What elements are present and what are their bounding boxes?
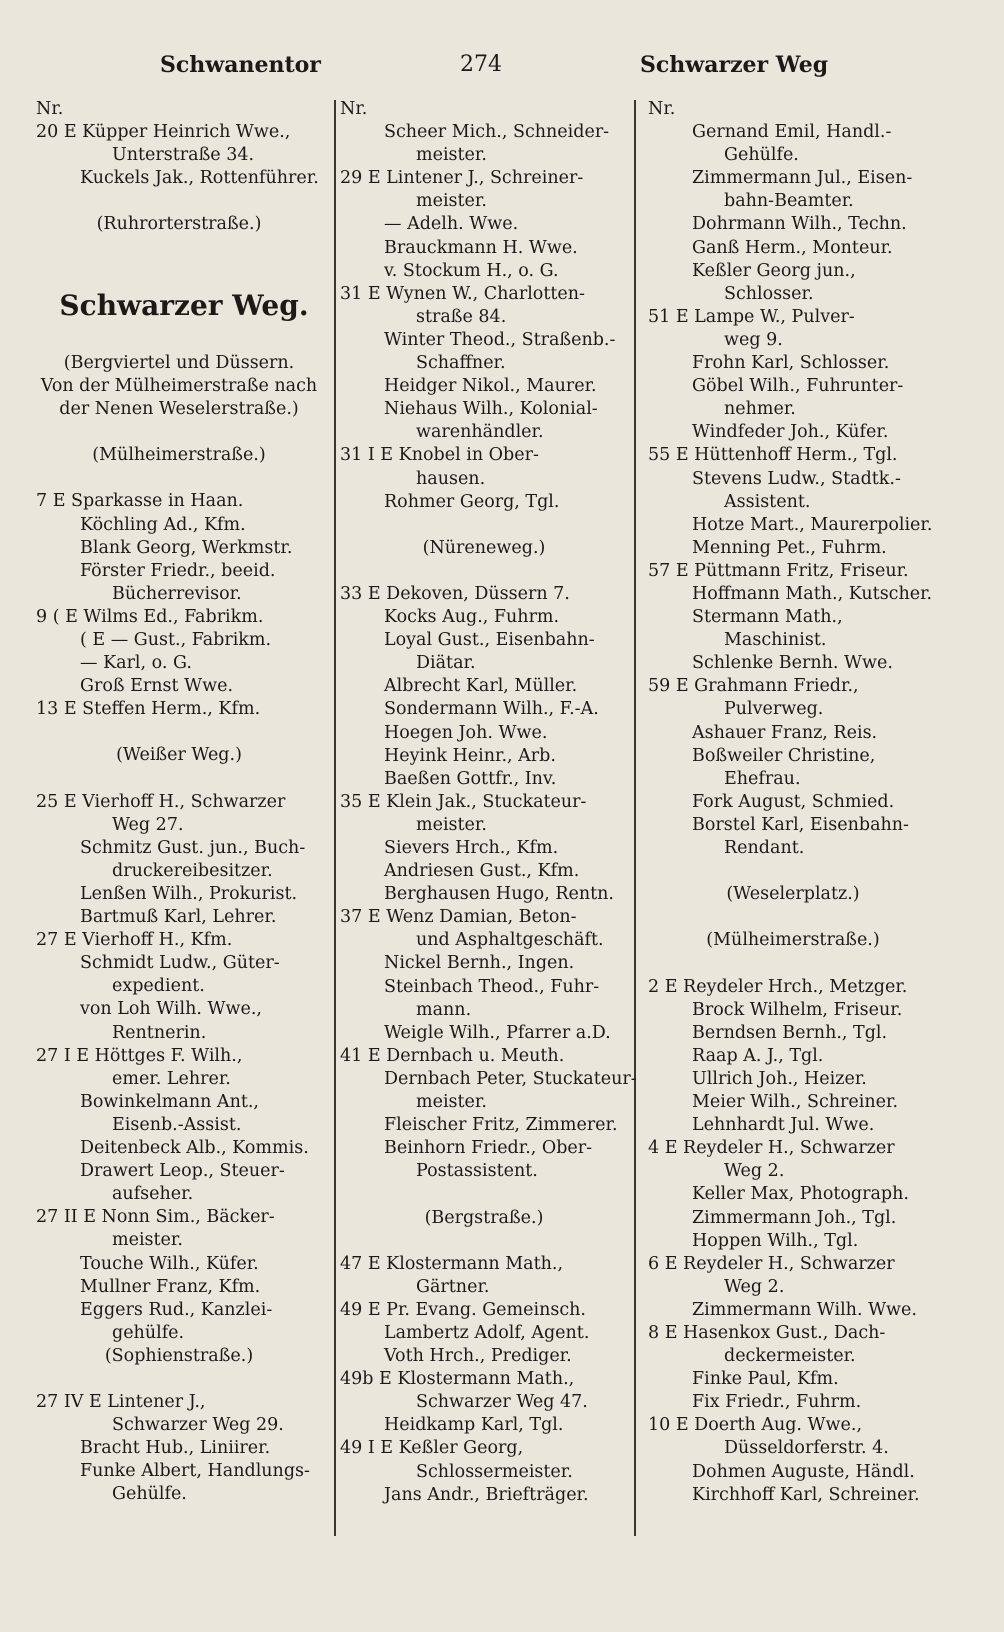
entry-line: Zimmermann Jul., Eisen-: [692, 168, 913, 189]
spacer: [340, 514, 638, 537]
entry-line: Keller Max, Photograph.: [692, 1184, 909, 1205]
entry-line: Düsseldorferstr. 4.: [724, 1438, 889, 1459]
section-heading: (Ruhrorterstraße.): [96, 214, 262, 235]
entry-line: Ullrich Joh., Heizer.: [692, 1068, 867, 1089]
entry-line: Bowinkelmann Ant.,: [80, 1091, 259, 1112]
entry-line: Lambertz Adolf, Agent.: [384, 1322, 590, 1343]
spacer: [36, 467, 332, 490]
entry-line: Winter Theod., Straßenb.-: [384, 329, 616, 350]
entry-line: weg 9.: [724, 329, 783, 350]
entry-line: Bücherrevisor.: [112, 583, 242, 604]
spacer: [36, 190, 332, 213]
entry-line: Weg 27.: [112, 814, 184, 835]
entry-line: Heidger Nikol., Maurer.: [384, 376, 597, 397]
entry-line: straße 84.: [416, 306, 507, 327]
spacer: [648, 952, 948, 975]
entry-line: Meier Wilh., Schreiner.: [692, 1092, 899, 1113]
entry-line: expedient.: [112, 976, 205, 997]
entry-line: Beinhorn Friedr., Ober-: [384, 1138, 593, 1159]
entry-line: Sievers Hrch., Kfm.: [384, 838, 559, 858]
entry-line: Schwarzer Weg 29.: [112, 1415, 284, 1436]
entry-line: meister.: [416, 191, 487, 212]
entry-line: Blank Georg, Werkmstr.: [80, 537, 293, 558]
entry-line: Gehülfe.: [112, 1484, 187, 1505]
page-header: [0, 52, 1004, 86]
spacer: [648, 906, 948, 929]
entry-line: meister.: [416, 145, 487, 166]
entry-line: Kocks Aug., Fuhrm.: [384, 607, 560, 628]
entry-line: Touche Wilh., Küfer.: [80, 1253, 259, 1274]
entry-line: 51 E Lampe W., Pulver-: [648, 306, 855, 327]
spacer: [36, 329, 332, 352]
entry-line: 27 II E Nonn Sim., Bäcker-: [36, 1207, 275, 1228]
entry-line: 20 E Küpper Heinrich Wwe.,: [36, 122, 291, 143]
section-heading: (Nüreneweg.): [422, 537, 546, 558]
entry-line: Brauckmann H. Wwe.: [384, 237, 578, 258]
entry-line: Drawert Leop., Steuer-: [80, 1161, 285, 1182]
entry-line: hausen.: [416, 468, 486, 489]
entry-line: 8 E Hasenkox Gust., Dach-: [648, 1322, 886, 1343]
entry-line: druckereibesitzer.: [112, 860, 273, 881]
entry-line: 49 I E Keßler Georg,: [340, 1438, 524, 1459]
entry-line: Rendant.: [724, 838, 805, 858]
section-heading: (Bergviertel und Düssern.: [63, 352, 295, 373]
entry-line: Loyal Gust., Eisenbahn-: [384, 630, 595, 651]
entry-line: Stevens Ludw., Stadtk.-: [692, 468, 901, 489]
entry-line: aufseher.: [112, 1184, 194, 1205]
entry-line: Pulverweg.: [724, 699, 824, 720]
entry-line: Nr.: [648, 99, 676, 119]
entry-line: Frohn Karl, Schlosser.: [692, 353, 890, 374]
entry-line: Hoegen Joh. Wwe.: [384, 722, 548, 743]
entry-line: Hotze Mart., Maurerpolier.: [692, 514, 933, 535]
entry-line: Funke Albert, Handlungs-: [80, 1461, 310, 1482]
header-left: Schwanentor: [160, 52, 321, 78]
entry-line: 49 E Pr. Evang. Gemeinsch.: [340, 1299, 586, 1320]
entry-line: 33 E Dekoven, Düssern 7.: [340, 583, 570, 604]
entry-line: Niehaus Wilh., Kolonial-: [384, 399, 598, 420]
entry-line: Borstel Karl, Eisenbahn-: [692, 814, 909, 835]
entry-line: 31 E Wynen W., Charlotten-: [340, 283, 585, 304]
entry-line: Zimmermann Joh., Tgl.: [692, 1207, 897, 1228]
entry-line: Raap A. J., Tgl.: [692, 1045, 824, 1066]
entry-line: ( E — Gust., Fabrikm.: [80, 629, 272, 650]
entry-line: Bracht Hub., Liniirer.: [80, 1438, 271, 1459]
entry-line: 29 E Lintener J., Schreiner-: [340, 168, 584, 189]
entry-line: Diätar.: [416, 653, 476, 674]
section-heading: (Bergstraße.): [424, 1207, 544, 1228]
entry-line: Dohmen Auguste, Händl.: [692, 1461, 915, 1482]
entry-line: Kirchhoff Karl, Schreiner.: [692, 1484, 920, 1505]
entry-line: 55 E Hüttenhoff Herm., Tgl.: [648, 445, 898, 466]
entry-line: und Asphaltgeschäft.: [416, 930, 604, 951]
entry-line: Weg 2.: [724, 1276, 785, 1297]
entry-line: Lenßen Wilh., Prokurist.: [80, 884, 298, 904]
entry-line: Bartmuß Karl, Lehrer.: [80, 907, 277, 928]
entry-line: Finke Paul, Kfm.: [692, 1369, 839, 1390]
entry-line: Steinbach Theod., Fuhr-: [384, 976, 600, 997]
entry-line: Andriesen Gust., Kfm.: [384, 861, 580, 882]
spacer: [340, 560, 638, 583]
entry-line: Nickel Bernh., Ingen.: [384, 953, 575, 974]
entry-line: Postassistent.: [416, 1161, 538, 1182]
page-number: 274: [460, 52, 502, 77]
entry-line: meister.: [416, 1092, 487, 1113]
entry-line: 10 E Doerth Aug. Wwe.,: [648, 1415, 863, 1436]
entry-line: Menning Pet., Fuhrm.: [692, 537, 887, 558]
entry-line: Kuckels Jak., Rottenführer.: [80, 168, 319, 189]
entry-line: Weigle Wilh., Pfarrer a.D.: [384, 1022, 611, 1043]
entry-line: Assistent.: [724, 491, 811, 512]
column-divider: [334, 100, 336, 1536]
section-heading: (Weselerplatz.): [726, 884, 860, 905]
section-heading: Schwarzer Weg.: [59, 288, 309, 322]
column-1: [36, 98, 332, 1558]
entry-line: 7 E Sparkasse in Haan.: [36, 491, 244, 512]
entry-line: Rohmer Georg, Tgl.: [384, 491, 560, 512]
entry-line: Lehnhardt Jul. Wwe.: [692, 1115, 875, 1136]
entry-line: Gehülfe.: [724, 145, 799, 166]
entry-line: 31 I E Knobel in Ober-: [340, 445, 539, 466]
entry-line: bahn-Beamter.: [724, 191, 854, 212]
section-heading: (Weißer Weg.): [116, 745, 242, 766]
entry-line: Heidkamp Karl, Tgl.: [384, 1415, 564, 1436]
entry-line: Berghausen Hugo, Rentn.: [384, 884, 614, 905]
section-heading: der Nenen Weselerstraße.): [59, 399, 299, 420]
entry-line: Schmitz Gust. jun., Buch-: [80, 837, 306, 858]
entry-line: Sondermann Wilh., F.-A.: [384, 699, 599, 720]
entry-line: Boßweiler Christine,: [692, 745, 876, 766]
section-heading: (Sophienstraße.): [104, 1345, 254, 1366]
spacer: [340, 1230, 638, 1253]
entry-line: 41 E Dernbach u. Meuth.: [340, 1045, 565, 1066]
entry-line: mann.: [416, 999, 472, 1020]
entry-line: Scheer Mich., Schneider-: [384, 122, 610, 143]
entry-line: Deitenbeck Alb., Kommis.: [80, 1138, 309, 1159]
entry-line: 59 E Grahmann Friedr.,: [648, 676, 859, 697]
entry-line: 27 IV E Lintener J.,: [36, 1392, 206, 1413]
entry-line: meister.: [112, 1230, 183, 1251]
entry-line: Weg 2.: [724, 1161, 785, 1182]
entry-line: Fleischer Fritz, Zimmerer.: [384, 1115, 618, 1136]
entry-line: 6 E Reydeler H., Schwarzer: [648, 1253, 895, 1274]
entry-line: Jans Andr., Briefträger.: [384, 1484, 589, 1505]
entry-line: Unterstraße 34.: [112, 145, 255, 166]
entry-line: Baeßen Gottfr., Inv.: [384, 768, 557, 789]
entry-line: Groß Ernst Wwe.: [80, 676, 234, 697]
entry-line: — Adelh. Wwe.: [384, 214, 519, 235]
column-2: [340, 98, 638, 1558]
entry-line: Ehefrau.: [724, 768, 801, 789]
entry-line: 25 E Vierhoff H., Schwarzer: [36, 791, 286, 812]
entry-line: Gernand Emil, Handl.-: [692, 122, 892, 143]
entry-line: Ganß Herm., Monteur.: [692, 237, 893, 258]
entry-line: Förster Friedr., beeid.: [80, 560, 276, 581]
entry-line: 49b E Klostermann Math.,: [340, 1369, 575, 1390]
entry-line: Dohrmann Wilh., Techn.: [692, 214, 907, 235]
spacer: [36, 721, 332, 744]
header-right: Schwarzer Weg: [640, 52, 829, 78]
entry-line: Göbel Wilh., Fuhrunter-: [692, 376, 904, 397]
entry-line: Mullner Franz, Kfm.: [80, 1276, 261, 1297]
column-3: [648, 98, 948, 1558]
entry-line: Schaffner.: [416, 353, 506, 374]
entry-line: Zimmermann Wilh. Wwe.: [692, 1299, 917, 1320]
entry-line: Brock Wilhelm, Friseur.: [692, 999, 903, 1020]
entry-line: Schlossermeister.: [416, 1461, 573, 1482]
entry-line: Nr.: [36, 99, 64, 119]
entry-line: gehülfe.: [112, 1322, 185, 1343]
entry-line: Schmidt Ludw., Güter-: [80, 953, 280, 974]
entry-line: Ashauer Franz, Reis.: [692, 722, 878, 743]
section-heading: Von der Mülheimerstraße nach: [40, 375, 318, 396]
entry-line: Eisenb.-Assist.: [112, 1114, 242, 1135]
entry-line: Keßler Georg jun.,: [692, 260, 856, 281]
entry-line: Fork August, Schmied.: [692, 791, 895, 812]
entry-line: von Loh Wilh. Wwe.,: [80, 999, 262, 1020]
entry-line: 37 E Wenz Damian, Beton-: [340, 907, 577, 928]
entry-line: Fix Friedr., Fuhrm.: [692, 1392, 862, 1413]
entry-line: — Karl, o. G.: [80, 653, 192, 674]
entry-line: 35 E Klein Jak., Stuckateur-: [340, 791, 587, 812]
spacer: [36, 237, 332, 283]
entry-line: deckermeister.: [724, 1346, 856, 1367]
entry-line: nehmer.: [724, 399, 796, 420]
entry-line: 13 E Steffen Herm., Kfm.: [36, 699, 261, 720]
spacer: [648, 860, 948, 883]
entry-line: emer. Lehrer.: [112, 1068, 231, 1089]
spacer: [36, 768, 332, 791]
section-heading: (Mülheimerstraße.): [706, 930, 880, 951]
entry-line: Schwarzer Weg 47.: [416, 1392, 588, 1413]
entry-line: Gärtner.: [416, 1276, 490, 1297]
entry-line: 27 E Vierhoff H., Kfm.: [36, 930, 233, 951]
entry-line: Albrecht Karl, Müller.: [384, 676, 578, 697]
entry-line: meister.: [416, 814, 487, 835]
entry-line: Schlenke Bernh. Wwe.: [692, 653, 893, 674]
entry-line: Dernbach Peter, Stuckateur-: [384, 1068, 637, 1089]
entry-line: Rentnerin.: [112, 1022, 207, 1043]
entry-line: 57 E Püttmann Fritz, Friseur.: [648, 560, 909, 581]
entry-line: Köchling Ad., Kfm.: [80, 514, 246, 535]
spacer: [340, 1183, 638, 1206]
entry-line: Berndsen Bernh., Tgl.: [692, 1022, 888, 1043]
entry-line: Nr.: [340, 99, 368, 119]
entry-line: Windfeder Joh., Küfer.: [692, 422, 889, 443]
entry-line: 4 E Reydeler H., Schwarzer: [648, 1138, 895, 1159]
entry-line: Maschinist.: [724, 630, 827, 651]
entry-line: Hoffmann Math., Kutscher.: [692, 583, 933, 604]
entry-line: 47 E Klostermann Math.,: [340, 1253, 564, 1274]
entry-line: 2 E Reydeler Hrch., Metzger.: [648, 976, 908, 997]
spacer: [36, 421, 332, 444]
entry-line: 9 ( E Wilms Ed., Fabrikm.: [36, 606, 264, 627]
entry-line: Hoppen Wilh., Tgl.: [692, 1230, 859, 1251]
entry-line: Voth Hrch., Prediger.: [384, 1346, 572, 1367]
entry-line: v. Stockum H., o. G.: [384, 260, 559, 281]
entry-line: 27 I E Höttges F. Wilh.,: [36, 1045, 243, 1066]
entry-line: Eggers Rud., Kanzlei-: [80, 1299, 273, 1320]
section-heading: (Mülheimerstraße.): [92, 445, 266, 466]
entry-line: Stermann Math.,: [692, 607, 843, 628]
entry-line: Heyink Heinr., Arb.: [384, 745, 556, 766]
entry-line: warenhändler.: [416, 422, 544, 443]
spacer: [36, 1368, 332, 1391]
entry-line: Schlosser.: [724, 283, 814, 304]
